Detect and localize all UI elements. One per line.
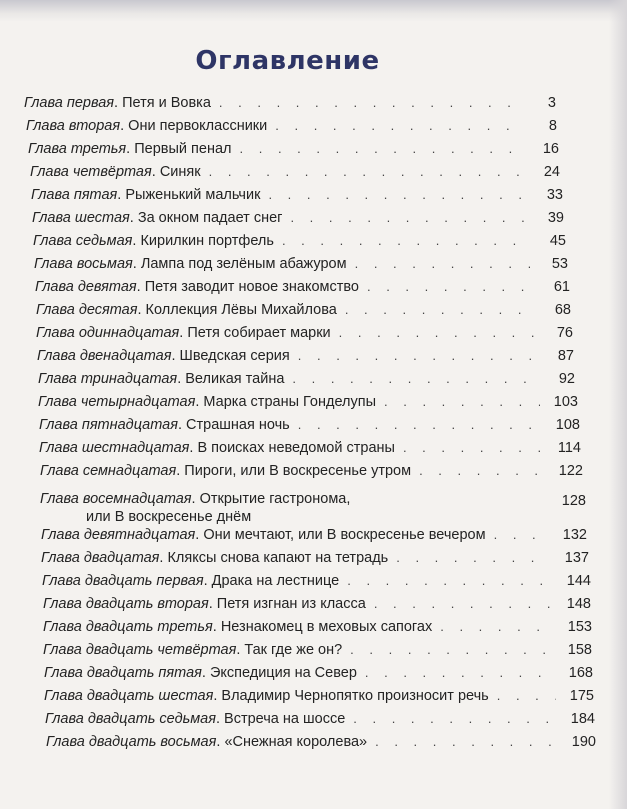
toc-chapter-label: Глава двадцать седьмая: [45, 711, 216, 727]
toc-leader-dots: [282, 233, 528, 248]
toc-entry: [39, 417, 580, 439]
toc-chapter-label: Глава двенадцатая: [37, 348, 172, 364]
toc-chapter-title: Незнакомец в меховых сапогах: [220, 619, 433, 635]
toc-leader-dots: [240, 141, 522, 156]
toc-chapter-title: Они мечтают, или В воскресенье вечером: [203, 527, 486, 543]
toc-entry-line: [40, 490, 586, 508]
toc-separator: .: [212, 619, 221, 635]
toc-page-number: 153: [567, 619, 592, 635]
toc-page-number: 148: [566, 596, 591, 612]
toc-chapter-label: Глава двадцать вторая: [43, 596, 209, 612]
toc-entry: [31, 187, 563, 209]
toc-separator: .: [159, 550, 168, 566]
toc-separator: .: [177, 371, 186, 387]
toc-chapter-label: Глава двадцать восьмая: [46, 734, 217, 750]
toc-leader-dots: [355, 256, 530, 271]
toc-entry: [40, 490, 586, 530]
toc-leader-dots: [219, 95, 518, 110]
page-title: Оглавление: [195, 46, 380, 76]
toc-entry: [30, 164, 560, 186]
toc-separator: .: [179, 325, 188, 341]
toc-chapter-label: Глава семнадцатая: [40, 463, 177, 479]
toc-separator: .: [126, 141, 135, 157]
toc-entry: [34, 256, 568, 278]
toc-page-number: 76: [556, 325, 573, 341]
toc-page-number: 114: [557, 440, 581, 456]
toc-entry: [37, 348, 574, 370]
toc-separator: .: [132, 256, 141, 272]
toc-entry: [36, 325, 573, 347]
toc-page-number: 33: [546, 187, 563, 203]
toc-separator: .: [171, 348, 180, 364]
toc-entry: [45, 711, 595, 733]
toc-entry: [24, 95, 556, 117]
toc-chapter-title: Экспедиция на Север: [209, 665, 357, 681]
toc-chapter-title: Шведская серия: [179, 348, 290, 364]
toc-separator: .: [177, 417, 187, 433]
toc-page-number: 128: [561, 493, 586, 509]
toc-chapter-label: Глава четвёртая: [30, 164, 152, 180]
toc-separator: .: [215, 711, 225, 727]
toc-chapter-label: Глава седьмая: [33, 233, 133, 249]
toc-separator: .: [216, 734, 225, 750]
toc-page-number: 53: [551, 256, 568, 272]
toc-chapter-label: Глава девятнадцатая: [41, 527, 196, 543]
toc-leader-dots: [350, 642, 554, 657]
toc-chapter-label: Глава двадцатая: [41, 550, 160, 566]
toc-chapter-label: Глава двадцать первая: [42, 573, 204, 589]
toc-entry: [44, 688, 594, 710]
toc-leader-dots: [339, 325, 535, 340]
toc-chapter-title: «Снежная королева»: [224, 734, 368, 750]
toc-entry: [40, 463, 583, 485]
toc-chapter-title: Владимир Чернопятко произносит речь: [221, 688, 489, 704]
toc-chapter-title: Встреча на шоссе: [224, 711, 346, 727]
toc-chapter-label: Глава третья: [28, 141, 127, 157]
toc-leader-dots: [290, 210, 526, 225]
toc-leader-dots: [298, 417, 542, 432]
toc-chapter-title: За окном падает снег: [137, 210, 283, 226]
toc-chapter-label: Глава двадцать пятая: [44, 665, 202, 681]
toc-page-number: 3: [547, 95, 556, 111]
toc-leader-dots: [292, 371, 537, 386]
toc-entry: [43, 596, 591, 618]
toc-chapter-title: Пироги, или В воскресенье утром: [184, 463, 412, 479]
toc-chapter-title: Петя изгнан из класса: [216, 596, 366, 612]
toc-leader-dots: [440, 619, 554, 634]
toc-chapter-title: Петя собирает марки: [187, 325, 331, 341]
toc-chapter-title: Страшная ночь: [186, 417, 290, 433]
toc-leader-dots: [268, 187, 525, 202]
toc-entry: [43, 619, 592, 641]
toc-page-number: 132: [562, 527, 587, 543]
toc-entry: [38, 371, 575, 393]
toc-chapter-label: Глава первая: [24, 95, 115, 111]
toc-leader-dots: [367, 279, 532, 294]
toc-chapter-title: Первый пенал: [134, 141, 232, 157]
toc-entry: [44, 665, 593, 687]
toc-chapter-title: В поисках неведомой страны: [197, 440, 395, 456]
toc-separator: .: [117, 187, 126, 203]
toc-page-number: 92: [558, 371, 575, 387]
toc-chapter-title: Марка страны Гонделупы: [203, 394, 377, 410]
toc-separator: .: [203, 573, 212, 589]
toc-entry: [43, 642, 592, 664]
toc-page-number: 61: [553, 279, 570, 295]
toc-chapter-title: Рыженький мальчик: [125, 187, 261, 203]
toc-leader-dots: [384, 394, 540, 409]
toc-page-number: 137: [564, 550, 589, 566]
toc-separator: .: [114, 95, 123, 111]
toc-chapter-label: Глава тринадцатая: [38, 371, 178, 387]
toc-separator: .: [195, 394, 204, 410]
toc-chapter-title: Кирилкин портфель: [140, 233, 274, 249]
toc-page-number: 39: [547, 210, 564, 226]
toc-entry: [46, 734, 596, 756]
toc-leader-dots: [347, 573, 553, 588]
toc-page-number: 68: [554, 302, 571, 318]
toc-leader-dots: [419, 463, 545, 478]
toc-entry: [42, 573, 591, 595]
toc-page-number: 184: [570, 711, 595, 727]
toc-page-number: 122: [558, 463, 583, 479]
toc-chapter-label: Глава десятая: [36, 302, 138, 318]
toc-chapter-title: Лампа под зелёным абажуром: [140, 256, 347, 272]
toc-leader-dots: [396, 550, 551, 565]
toc-page-number: 16: [542, 141, 559, 157]
toc-chapter-title: Кляксы снова капают на тетрадь: [167, 550, 389, 566]
toc-chapter-title: Они первоклассники: [128, 118, 268, 134]
toc-separator: .: [213, 688, 222, 704]
toc-page-number: 175: [569, 688, 594, 704]
toc-separator: .: [136, 279, 145, 295]
toc-separator: .: [129, 210, 138, 226]
toc-separator: .: [195, 527, 204, 543]
toc-chapter-label: Глава двадцать четвёртая: [43, 642, 237, 658]
toc-page-number: 8: [548, 118, 557, 134]
toc-separator: .: [189, 440, 198, 456]
toc-chapter-label: Глава девятая: [35, 279, 137, 295]
toc-entry: [28, 141, 559, 163]
toc-page-number: 168: [568, 665, 593, 681]
toc-leader-dots: [403, 440, 543, 455]
toc-separator: .: [137, 302, 146, 318]
toc-chapter-label: Глава восьмая: [34, 256, 133, 272]
toc-leader-dots: [275, 118, 519, 133]
toc-chapter-title: Петя заводит новое знакомство: [144, 279, 359, 295]
toc-leader-dots: [497, 688, 556, 703]
toc-chapter-title: Драка на лестнице: [211, 573, 340, 589]
toc-chapter-title: Петя и Вовка: [122, 95, 211, 111]
toc-page-number: 108: [555, 417, 580, 433]
toc-leader-dots: [209, 164, 522, 179]
toc-entry: [41, 550, 589, 572]
toc-leader-dots: [365, 665, 555, 680]
toc-chapter-title: Синяк: [159, 164, 201, 180]
toc-chapter-label: Глава одиннадцатая: [36, 325, 180, 341]
toc-entry: [41, 527, 587, 549]
toc-page-number: 144: [566, 573, 591, 589]
toc-leader-dots: [494, 527, 549, 542]
toc-chapter-label: Глава вторая: [26, 118, 121, 134]
toc-chapter-title: Так где же он?: [244, 642, 343, 658]
toc-leader-dots: [345, 302, 533, 317]
toc-page-number: 45: [549, 233, 566, 249]
toc-separator: .: [236, 642, 245, 658]
toc-entry: [35, 279, 570, 301]
toc-leader-dots: [374, 596, 553, 611]
toc-chapter-title: Открытие гастронома,: [199, 491, 351, 507]
toc-chapter-label: Глава восемнадцатая: [40, 491, 192, 507]
toc-chapter-label: Глава пятая: [31, 187, 118, 203]
toc-chapter-label: Глава пятнадцатая: [39, 417, 178, 433]
toc-chapter-title-continued: или В воскресенье днём: [86, 509, 252, 525]
toc-entry: [36, 302, 571, 324]
toc-separator: .: [201, 665, 210, 681]
toc-leader-dots: [298, 348, 536, 363]
toc-chapter-title: Великая тайна: [185, 371, 285, 387]
toc-separator: .: [120, 118, 129, 134]
toc-separator: .: [151, 164, 160, 180]
toc-chapter-label: Глава четырнадцатая: [38, 394, 196, 410]
toc-chapter-label: Глава двадцать третья: [43, 619, 213, 635]
toc-entry: [32, 210, 564, 232]
toc-chapter-label: Глава шестая: [32, 210, 130, 226]
toc-chapter-title: Коллекция Лёвы Михайлова: [145, 302, 337, 318]
toc-separator: .: [176, 463, 185, 479]
toc-entry: [33, 233, 566, 255]
toc-page-number: 87: [557, 348, 574, 364]
toc-chapter-label: Глава двадцать шестая: [44, 688, 214, 704]
toc-page-number: 158: [567, 642, 592, 658]
toc-separator: .: [132, 233, 141, 249]
toc-entry: [38, 394, 578, 416]
toc-separator: .: [191, 491, 200, 507]
toc-leader-dots: [353, 711, 557, 726]
toc-page-number: 190: [571, 734, 596, 750]
toc-separator: .: [208, 596, 217, 612]
toc-page-number: 24: [543, 164, 560, 180]
toc-entry: [26, 118, 557, 140]
toc-chapter-label: Глава шестнадцатая: [39, 440, 190, 456]
toc-entry: [39, 440, 581, 462]
toc-page-number: 103: [553, 394, 578, 410]
toc-leader-dots: [375, 734, 558, 749]
